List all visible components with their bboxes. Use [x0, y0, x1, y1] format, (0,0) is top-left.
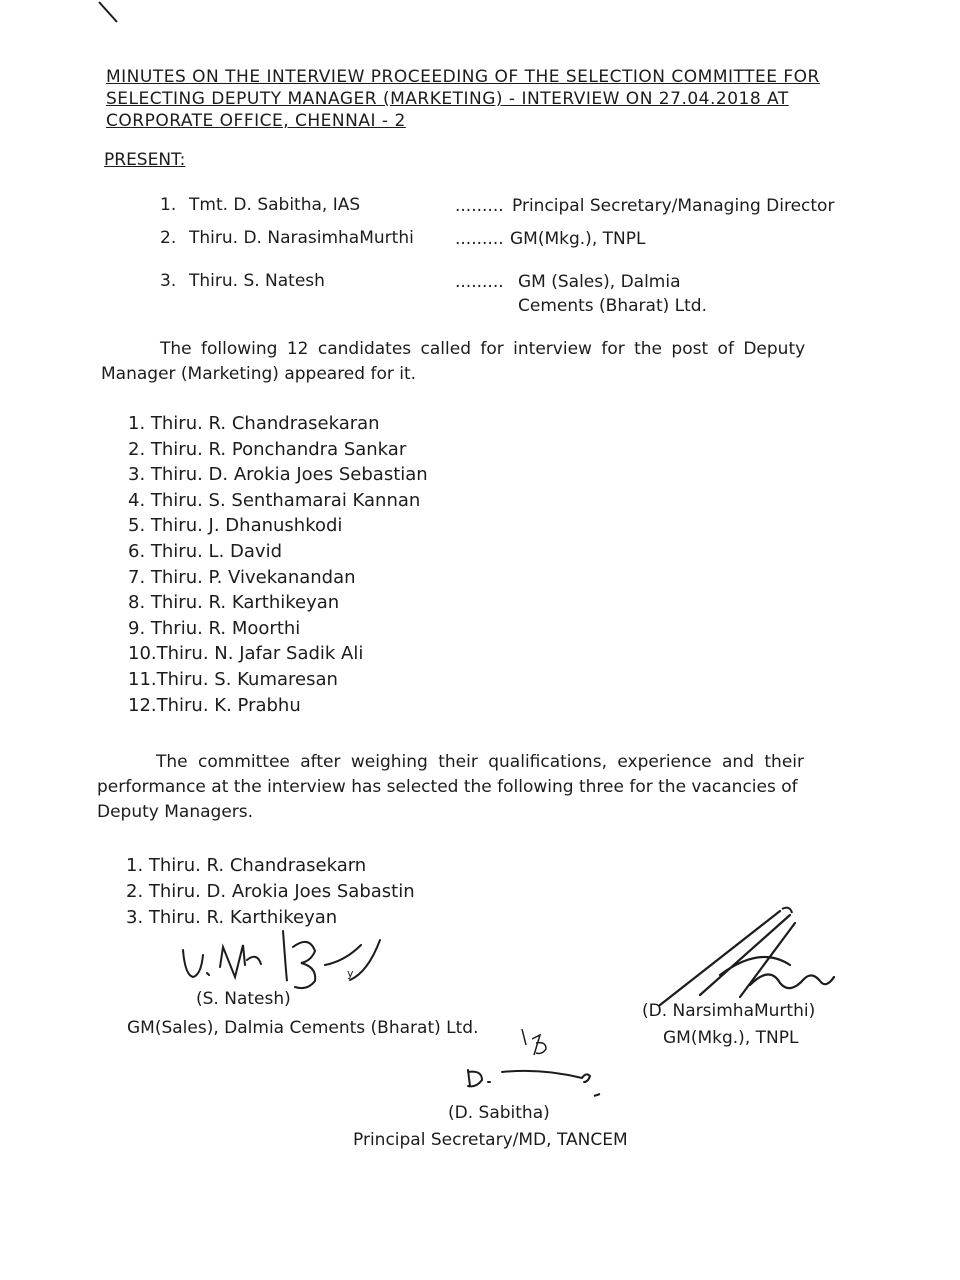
list-item: 10.Thiru. N. Jafar Sadik Ali — [128, 643, 364, 665]
present-heading: PRESENT: — [104, 150, 186, 170]
list-item: 2. Thiru. R. Ponchandra Sankar — [128, 438, 407, 460]
member-3-designation-line-1: GM (Sales), Dalmia — [518, 272, 681, 292]
candidate-list — [128, 411, 428, 718]
list-item: 8. Thiru. R. Karthikeyan — [128, 592, 340, 614]
list-item: 11.Thiru. S. Kumaresan — [128, 668, 338, 690]
svg-text:y: y — [347, 967, 354, 980]
intro-line-1: The following 12 candidates called for interview for the post of Deputy — [160, 339, 806, 359]
list-item: 9. Thriu. R. Moorthi — [128, 617, 301, 639]
signatory-natesh-name: (S. Natesh) — [196, 989, 291, 1009]
member-2-dots: ......... — [455, 229, 504, 249]
member-3-num: 3. — [160, 271, 177, 291]
title-line-1: MINUTES ON THE INTERVIEW PROCEEDING OF THE SELECTION COMMITTEE FOR — [106, 67, 820, 87]
member-2-designation: GM(Mkg.), TNPL — [510, 229, 646, 249]
member-1-name: Tmt. D. Sabitha, IAS — [189, 195, 361, 215]
member-1-designation: Principal Secretary/Managing Director — [512, 196, 835, 216]
member-2-name: Thiru. D. NarasimhaMurthi — [189, 228, 414, 248]
list-item: 4. Thiru. S. Senthamarai Kannan — [128, 489, 421, 511]
list-item: 6. Thiru. L. David — [128, 540, 282, 562]
decision-line-1: The committee after weighing their qualifications, experience and their — [156, 752, 804, 772]
document-title — [106, 66, 820, 132]
member-1-num: 1. — [160, 195, 177, 215]
title-line-3: CORPORATE OFFICE, CHENNAI - 2 — [106, 111, 406, 131]
list-item: 5. Thiru. J. Dhanushkodi — [128, 515, 343, 537]
member-3-designation — [518, 270, 707, 318]
list-item: 3. Thiru. R. Karthikeyan — [126, 907, 338, 928]
list-item: 12.Thiru. K. Prabhu — [128, 694, 301, 716]
signatory-narasimha-name: (D. NarsimhaMurthi) — [642, 1001, 816, 1021]
signature-sabitha — [462, 1060, 612, 1100]
signatory-sabitha-name: (D. Sabitha) — [448, 1103, 550, 1123]
decision-line-3: Deputy Managers. — [97, 802, 254, 822]
member-3-dots: ......... — [455, 272, 504, 292]
list-item: 7. Thiru. P. Vivekanandan — [128, 566, 356, 588]
decision-line-2: performance at the interview has selected the following three for the vacancies of — [97, 777, 798, 797]
signatory-sabitha-designation: Principal Secretary/MD, TANCEM — [353, 1130, 628, 1150]
member-3-designation-line-2: Cements (Bharat) Ltd. — [518, 296, 707, 316]
list-item: 2. Thiru. D. Arokia Joes Sabastin — [126, 881, 415, 902]
initial-mark — [518, 1025, 552, 1059]
intro-line-2: Manager (Marketing) appeared for it. — [101, 364, 417, 384]
member-2-num: 2. — [160, 228, 177, 248]
member-3-name: Thiru. S. Natesh — [189, 271, 325, 291]
list-item: 1. Thiru. R. Chandrasekarn — [126, 855, 367, 876]
selected-list — [126, 853, 415, 931]
title-line-2: SELECTING DEPUTY MANAGER (MARKETING) - INTERVIEW ON 27.04.2018 AT — [106, 89, 789, 109]
member-1-dots: ......... — [455, 196, 504, 216]
list-item: 3. Thiru. D. Arokia Joes Sebastian — [128, 464, 428, 486]
list-item: 1. Thiru. R. Chandrasekaran — [128, 413, 380, 434]
corner-mark — [95, 0, 125, 30]
signatory-narasimha-designation: GM(Mkg.), TNPL — [663, 1028, 799, 1048]
signatory-natesh-designation: GM(Sales), Dalmia Cements (Bharat) Ltd. — [127, 1018, 479, 1038]
